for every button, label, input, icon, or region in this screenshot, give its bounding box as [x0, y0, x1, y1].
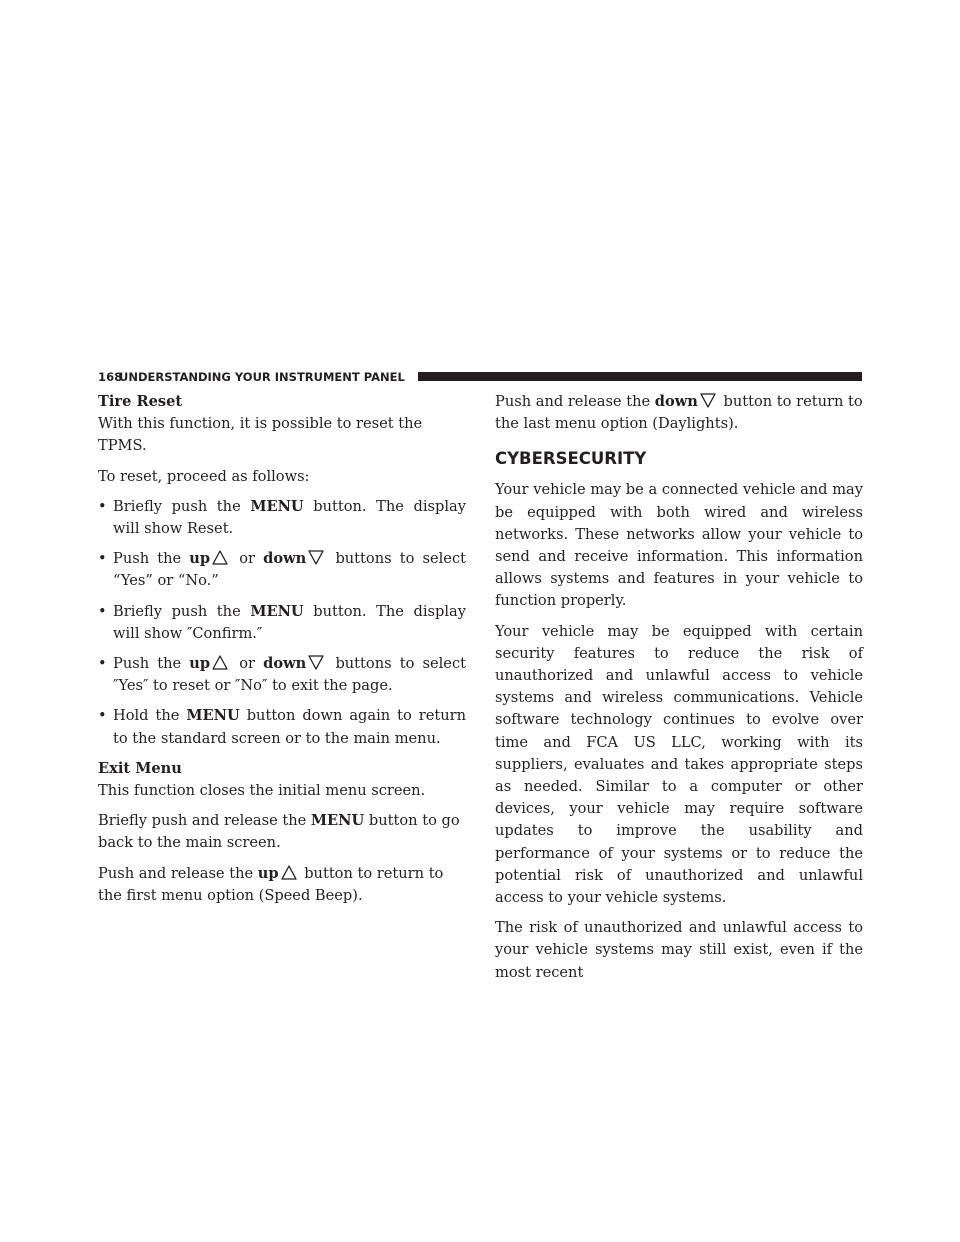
cybersecurity-paragraph-3: The risk of unauthorized and unlawful access to your vehicle systems may still exist, even if the most recent [495, 919, 863, 981]
up-triangle-icon [212, 655, 228, 670]
up-button-label: up [189, 550, 211, 568]
menu-button-label: MENU [250, 497, 304, 515]
cybersecurity-heading: CYBERSECURITY [495, 449, 647, 469]
right-column [495, 391, 863, 992]
list-item [98, 496, 466, 540]
down-button-label: down [654, 393, 698, 410]
page-number: 168 [98, 370, 123, 384]
up-button-label: up [189, 655, 211, 673]
down-triangle-icon [308, 655, 324, 670]
bullet-text: button. The display will show Reset. [113, 497, 466, 538]
down-button-label: down [263, 655, 307, 673]
exit-menu-paragraph [98, 810, 466, 854]
up-triangle-icon [212, 550, 228, 565]
daylights-paragraph [495, 391, 863, 435]
bullet-text: button. The display will show ″Confirm.″ [113, 602, 466, 642]
menu-button-label: MENU [186, 707, 240, 725]
tire-reset-steps-intro: To reset, proceed as follows: [98, 467, 310, 485]
list-item [98, 601, 466, 645]
bullet-icon: • [98, 497, 107, 515]
list-item [98, 653, 466, 697]
exit-menu-heading: Exit Menu [98, 759, 182, 777]
page-header [98, 370, 862, 384]
menu-button-label: MENU [250, 602, 304, 620]
down-button-label: down [263, 550, 307, 568]
paragraph-text: Push and release the [98, 864, 258, 882]
cybersecurity-paragraph-2: Your vehicle may be equipped with certain security features to reduce the risk of unauthorized and unlawful access to vehicle systems and wireless communications. Vehicle software technology continues to evolve over time and FCA US LLC, working with its suppliers, evaluates and takes appropriate steps as needed. Similar to a computer or other devices, your vehicle may require software updates to improve the usability and performance of your systems or to reduce the potential risk of unauthorized and unlawful access to your vehicle systems. [495, 622, 863, 907]
menu-button-label: MENU [310, 812, 365, 830]
bullet-text: buttons to select ″Yes″ to reset or ″No″ to exit the page. [113, 655, 466, 695]
up-triangle-icon [281, 865, 297, 880]
bullet-text: Briefly push the [113, 602, 251, 620]
up-button-label: up [257, 864, 279, 882]
down-triangle-icon [308, 550, 324, 565]
paragraph-text: Briefly push and release the [98, 812, 311, 830]
bullet-text: Push the [113, 655, 190, 673]
list-item [98, 548, 466, 592]
down-triangle-icon [700, 393, 716, 408]
paragraph-text: Push and release the [495, 393, 655, 410]
section-title: UNDERSTANDING YOUR INSTRUMENT PANEL [119, 370, 405, 384]
bullet-text: or [231, 550, 264, 568]
bullet-icon: • [98, 655, 107, 673]
list-item [98, 705, 466, 749]
exit-menu-paragraph [98, 863, 466, 907]
paragraph-text: button to go back to the main screen. [98, 812, 460, 852]
exit-menu-intro: This function closes the initial menu screen. [98, 782, 426, 800]
tire-reset-heading: Tire Reset [98, 393, 183, 410]
bullet-icon: • [98, 602, 107, 620]
bullet-text: buttons to select “Yes” or “No.” [113, 550, 466, 590]
cybersecurity-paragraph-1: Your vehicle may be a connected vehicle and may be equipped with both wired and wireless networks. These networks allow your vehicle to send and receive information. This information allows systems and features in your vehicle to function properly. [495, 481, 863, 610]
bullet-text: button down again to return to the standard screen or to the main menu. [113, 707, 466, 747]
bullet-text: Push the [113, 550, 190, 568]
header-rule [418, 372, 862, 381]
paragraph-text: button to return to the first menu option (Speed Beep). [98, 864, 444, 904]
bullet-icon: • [98, 707, 107, 725]
bullet-text: Briefly push the [113, 497, 251, 515]
tire-reset-intro: With this function, it is possible to reset the TPMS. [98, 415, 423, 455]
bullet-icon: • [98, 550, 107, 568]
left-column [98, 391, 466, 915]
paragraph-text: button to return to the last menu option (Daylights). [495, 393, 863, 433]
bullet-text: Hold the [113, 707, 187, 725]
bullet-text: or [231, 655, 264, 673]
